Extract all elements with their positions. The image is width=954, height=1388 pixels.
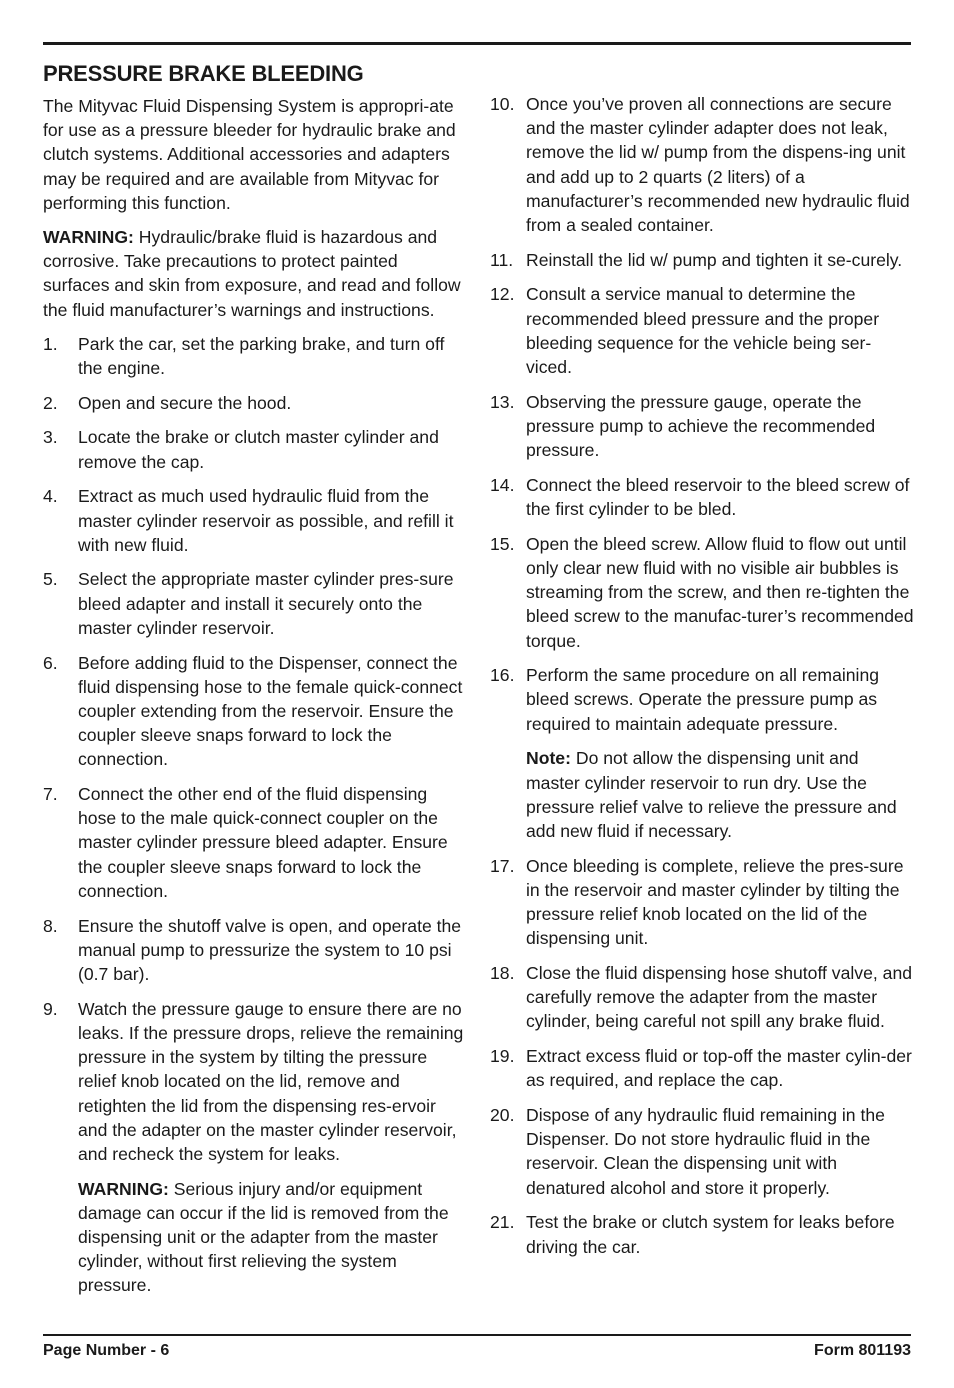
bottom-rule [43,1334,911,1336]
step-text: Watch the pressure gauge to ensure there are no leaks. If the pressure drops, relieve the remaining pressure in the system by tilting the pressure relief knob located on the lid, remove and retighten the lid from the dispensing res-ervoir and the adapter on the master cylinder reservoir, and recheck the system for leaks. [78,998,464,1164]
step-number: 5. [43,569,58,590]
step-17 [490,854,915,951]
step-text: Once you’ve proven all connections are secure and the master cylinder adapter does not leak, remove the lid w/ pump from the dispens-ing unit and add up to 2 quarts (2 liters) of a manufacturer’s recommended new hydraulic fluid from a sealed container. [526,94,910,236]
warning-paragraph [43,225,468,322]
step-13 [490,390,915,463]
step-number: 6. [43,652,58,673]
step-text: Extract as much used hydraulic fluid from the master cylinder reservoir as possible, and refill it with new fluid. [78,486,454,555]
warning-label: WARNING: [43,227,134,248]
step-10 [490,92,915,237]
step-text: Perform the same procedure on all remaining bleed screws. Operate the pressure pump as required to maintain adequate pressure. [526,665,880,734]
step-16 [490,663,915,843]
step-number: 21. [490,1212,515,1233]
step-number: 2. [43,392,58,413]
step-text: Extract excess fluid or top-off the master cylin-der as required, and replace the cap. [526,1046,912,1091]
step-text: Open and secure the hood. [78,392,292,413]
step-text: Connect the bleed reservoir to the bleed screw of the first cylinder to be bled. [526,474,910,520]
top-rule [43,42,911,45]
warning-text: Hydraulic/brake fluid is hazardous and corrosive. Take precautions to protect painted surfaces and skin from exposure, and read and follow the fluid manufacturer’s warnings and instructions. [43,227,461,320]
step-number: 1. [43,333,58,354]
step-number: 12. [490,284,515,305]
step-text: Ensure the shutoff valve is open, and operate the manual pump to pressurize the system to 10 psi (0.7 bar). [78,915,462,984]
step-text: Close the fluid dispensing hose shutoff valve, and carefully remove the adapter from the master cylinder, being careful not spill any brake fluid. [526,963,913,1032]
step-number: 4. [43,486,58,507]
step-5 [43,567,468,640]
step-15 [490,532,915,653]
step-number: 20. [490,1105,515,1126]
section-title: PRESSURE BRAKE BLEEDING [43,61,364,86]
step-6 [43,651,468,772]
step-text: Once bleeding is complete, relieve the pres-sure in the reservoir and master cylinder by tilting the pressure relief knob located on the lid of the dispensing unit. [526,855,904,949]
step-text: Connect the other end of the fluid dispensing hose to the male quick-connect coupler on the master cylinder pressure bleed adapter. Ensure the coupler sleeve snaps forward to lock the connection. [78,784,448,901]
step-19 [490,1044,915,1092]
step-note-text: Do not allow the dispensing unit and master cylinder reservoir to run dry. Use the pressure relief valve to relieve the pressure and add new fluid if necessary. [526,748,897,841]
step-9 [43,997,468,1298]
right-column [490,92,915,1269]
step-number: 15. [490,533,515,554]
step-number: 18. [490,963,515,983]
step-text: Park the car, set the parking brake, and turn off the engine. [78,333,445,379]
step-note [526,746,915,843]
step-text: Open the bleed screw. Allow fluid to flow out until only clear new fluid with no visible air bubbles is streaming from the screw, and then re-tighten the bleed screw to the manufac-turer’s recommended torque. [526,533,914,651]
step-text: Consult a service manual to determine the recommended bleed pressure and the proper bleeding sequence for the vehicle being ser-viced. [526,284,880,378]
intro-paragraph: The Mityvac Fluid Dispensing System is appropri-ate for use as a pressure bleeder for hydraulic brake and clutch systems. Additional accessories and adapters may be required and are available from Mityvac for performing this function. [43,96,456,213]
step-20 [490,1103,915,1200]
step-number: 19. [490,1046,515,1067]
step-4 [43,484,468,557]
step-text: Locate the brake or clutch master cylinder and remove the cap. [78,427,439,472]
left-column [43,60,468,1308]
step-number: 13. [490,391,515,412]
step-number: 16. [490,665,515,686]
step-text: Reinstall the lid w/ pump and tighten it se-curely. [526,249,903,270]
step-8 [43,914,468,987]
step-warning-label: WARNING: [78,1178,169,1199]
step-18 [490,961,915,1034]
step-number: 17. [490,855,515,876]
step-number: 11. [490,249,514,270]
step-note-label: Note: [526,748,571,769]
step-text: Dispose of any hydraulic fluid remaining in the Dispenser. Do not store hydraulic fluid in the reservoir. Clean the dispensing unit with denatured alcohol and store it properly. [526,1105,885,1198]
step-number: 7. [43,784,58,805]
step-text: Test the brake or clutch system for leaks before driving the car. [526,1212,895,1257]
step-text: Observing the pressure gauge, operate the pressure pump to achieve the recommended pressure. [526,391,876,461]
step-warning [78,1177,468,1298]
step-11 [490,248,915,272]
page-number: Page Number - 6 [43,1342,170,1359]
step-2 [43,391,468,415]
step-number: 14. [490,474,515,495]
form-number: Form 801193 [814,1342,911,1359]
step-3 [43,425,468,473]
step-14 [490,473,915,521]
step-number: 3. [43,427,58,448]
step-number: 8. [43,915,58,936]
step-text: Select the appropriate master cylinder pres-sure bleed adapter and install it securely onto the master cylinder reservoir. [78,569,454,638]
step-21 [490,1210,915,1258]
step-warning-text: Serious injury and/or equipment damage can occur if the lid is removed from the dispensing unit or the adapter from the master cylinder, without first relieving the system pressure. [78,1178,449,1296]
step-1 [43,332,468,380]
step-text: Before adding fluid to the Dispenser, connect the fluid dispensing hose to the female quick-connect coupler extending from the reservoir. Ensure the coupler sleeve snaps forward to lock the connection. [78,652,463,770]
step-number: 9. [43,998,58,1019]
step-number: 10. [490,94,515,114]
step-7 [43,782,468,903]
step-12 [490,282,915,379]
